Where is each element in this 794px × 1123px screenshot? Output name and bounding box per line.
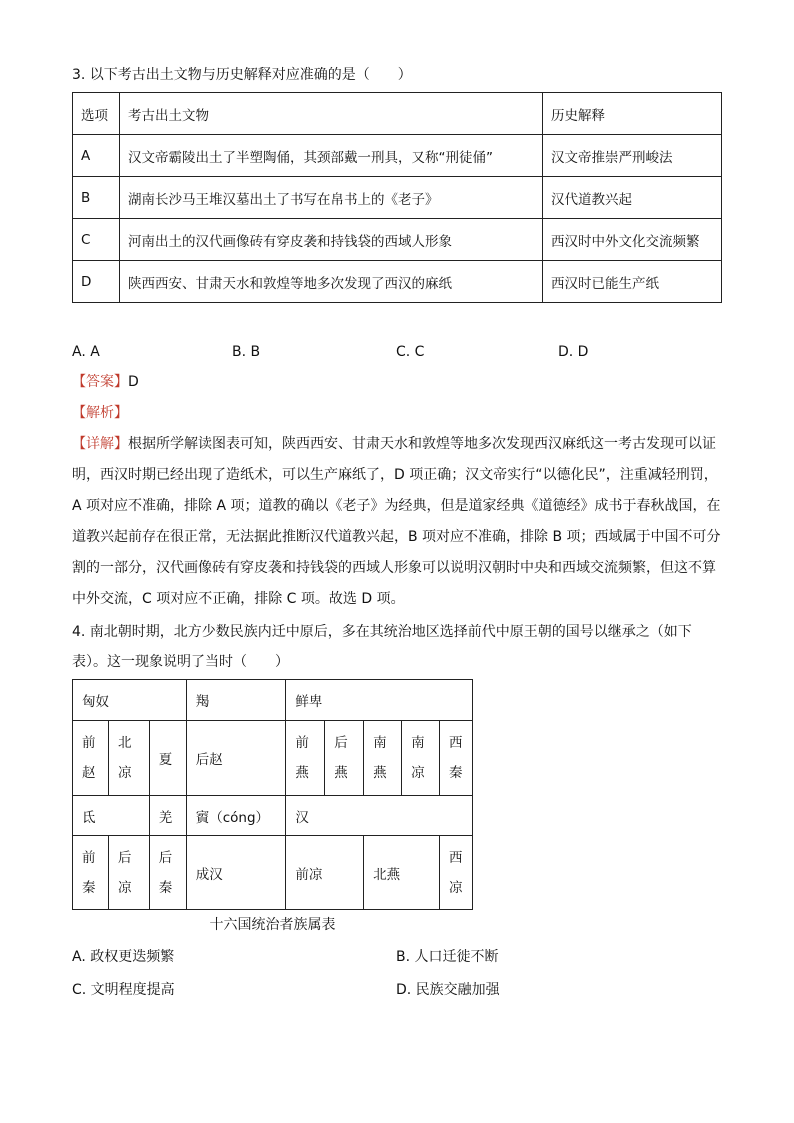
state-cell: 南 燕 (364, 721, 402, 796)
detail-label: 【详解】 (72, 436, 128, 452)
row-artifact: 河南出土的汉代画像砖有穿皮袭和持钱袋的西域人形象 (120, 219, 543, 261)
state-cell: 北 凉 (108, 721, 149, 796)
q3-answer (72, 372, 139, 392)
state-cell: 后 凉 (108, 836, 149, 910)
row-explanation: 汉代道教兴起 (543, 177, 722, 219)
q3-analysis-label: 【解析】 (72, 405, 128, 421)
ethnic-di: 氐 (73, 796, 150, 836)
q4-option-b[interactable]: B. 人口迁徙不断 (396, 949, 499, 965)
state-cell: 西 秦 (439, 721, 472, 796)
row-artifact: 汉文帝霸陵出土了半塑陶俑，其颈部戴一刑具，又称“刑徒俑” (120, 135, 543, 177)
state-cell: 后 秦 (149, 836, 186, 910)
table-row (73, 135, 722, 177)
q3-detail-line: A 项对应不准确，排除 A 项；道教的确以《老子》为经典，但是道家经典《道德经》成书于春秋战国，在 (72, 498, 721, 514)
state-cell: 南 凉 (402, 721, 440, 796)
row-artifact: 陕西西安、甘肃天水和敦煌等地多次发现了西汉的麻纸 (120, 261, 543, 303)
q3-option-c[interactable]: C. C (396, 344, 425, 360)
q4-option-d[interactable]: D. 民族交融加强 (396, 982, 500, 998)
table-row (73, 796, 473, 836)
row-option: A (73, 135, 120, 177)
q3-detail-line (72, 434, 716, 454)
q3-detail-line: 中外交流，C 项对应不正确，排除 C 项。故选 D 项。 (72, 591, 405, 607)
answer-label: 【答案】 (72, 374, 128, 390)
detail-text: 根据所学解读图表可知，陕西西安、甘肃天水和敦煌等地多次发现西汉麻纸这一考古发现可以证 (128, 436, 716, 452)
state-cell: 西 凉 (439, 836, 472, 910)
q4-table (72, 679, 473, 910)
q4-option-c[interactable]: C. 文明程度提高 (72, 982, 175, 998)
row-option: C (73, 219, 120, 261)
ethnic-xiongnu: 匈奴 (73, 680, 187, 721)
row-option: D (73, 261, 120, 303)
table-row (73, 177, 722, 219)
q3-option-d[interactable]: D. D (558, 344, 589, 360)
header-artifact: 考古出土文物 (120, 93, 543, 135)
state-cell: 夏 (149, 721, 186, 796)
row-option: B (73, 177, 120, 219)
state-cell: 前 秦 (73, 836, 109, 910)
table-row (73, 261, 722, 303)
ethnic-han: 汉 (286, 796, 473, 836)
answer-value: D (128, 374, 139, 390)
row-artifact: 湖南长沙马王堆汉墓出土了书写在帛书上的《老子》 (120, 177, 543, 219)
state-cell: 前 燕 (286, 721, 325, 796)
row-explanation: 西汉时已能生产纸 (543, 261, 722, 303)
ethnic-xianbei: 鲜卑 (286, 680, 473, 721)
state-cell: 后 燕 (325, 721, 364, 796)
row-explanation: 汉文帝推崇严刑峻法 (543, 135, 722, 177)
table-header-row (73, 93, 722, 135)
q3-detail-line: 道教兴起前存在很正常，无法据此推断汉代道教兴起，B 项对应不准确，排除 B 项；西域属于中国不可分 (72, 529, 721, 545)
table-row (73, 836, 473, 910)
table-row (73, 680, 473, 721)
ethnic-jie: 羯 (186, 680, 286, 721)
q3-detail-line: 明，西汉时期已经出现了造纸术，可以生产麻纸了，D 项正确；汉文帝实行“以德化民”，注重减轻刑罚， (72, 467, 718, 483)
state-cell: 前 赵 (73, 721, 109, 796)
state-cell: 前凉 (286, 836, 364, 910)
ethnic-cong: 賨（cóng） (186, 796, 286, 836)
state-cell: 后赵 (186, 721, 286, 796)
q4-table-caption: 十六国统治者族属表 (209, 917, 336, 933)
q4-stem-line: 4. 南北朝时期，北方少数民族内迁中原后，多在其统治地区选择前代中原王朝的国号以继承之（如下 (72, 624, 692, 640)
q4-option-a[interactable]: A. 政权更迭频繁 (72, 949, 175, 965)
q3-option-b[interactable]: B. B (232, 344, 261, 360)
header-explanation: 历史解释 (543, 93, 722, 135)
q4-stem-line: 表）。这一现象说明了当时（ ） (72, 654, 289, 670)
table-row (73, 219, 722, 261)
ethnic-qiang: 羌 (149, 796, 186, 836)
q3-detail-line: 割的一部分，汉代画像砖有穿皮袭和持钱袋的西域人形象可以说明汉朝时中央和西域交流频繁，但这不算 (72, 560, 716, 576)
q3-table (72, 92, 722, 303)
state-cell: 北燕 (364, 836, 440, 910)
state-cell: 成汉 (186, 836, 286, 910)
table-row (73, 721, 473, 796)
q3-option-a[interactable]: A. A (72, 344, 100, 360)
row-explanation: 西汉时中外文化交流频繁 (543, 219, 722, 261)
header-option: 选项 (73, 93, 120, 135)
q3-stem: 3. 以下考古出土文物与历史解释对应准确的是（ ） (72, 67, 412, 83)
